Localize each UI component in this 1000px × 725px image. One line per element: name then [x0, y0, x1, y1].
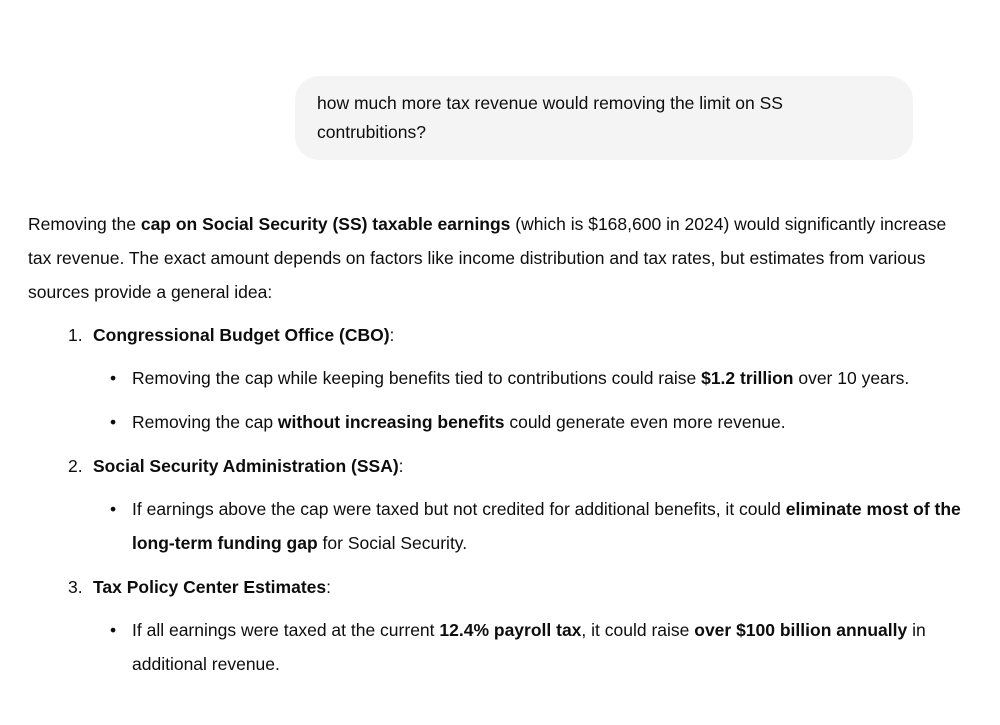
numbered-list — [28, 318, 972, 681]
list-item-label — [93, 570, 331, 604]
bullet-icon: • — [110, 620, 117, 640]
bullet-item — [28, 613, 972, 681]
bold-text-segment: over $100 billion annually — [694, 620, 908, 640]
list-item-bullets — [28, 613, 972, 681]
bold-text-segment: eliminate most of the long-term funding gap — [132, 499, 961, 553]
list-item-bullets — [28, 492, 972, 560]
list-item — [28, 449, 972, 560]
text-segment: (which is $168,600 in 2024) would significantly increase tax revenue. The exact amount depends on factors like income distribution and tax rates, but estimates from various sources provide a general idea: — [28, 214, 947, 302]
list-item-label-row — [28, 318, 972, 352]
text-segment: If earnings above the cap were taxed but not credited for additional benefits, it could — [132, 499, 786, 519]
bullet-icon: • — [110, 499, 117, 519]
bold-text-segment: 12.4% payroll tax — [439, 620, 582, 640]
text-segment: , it could raise — [581, 620, 695, 640]
text-segment: in additional revenue. — [132, 620, 926, 674]
text-segment: : — [389, 325, 395, 345]
bullet-icon: • — [110, 412, 117, 432]
text-segment: could generate even more revenue. — [504, 412, 786, 432]
bullet-text — [132, 405, 972, 439]
list-item-label — [93, 449, 404, 483]
bullet-item — [28, 361, 972, 395]
bullet-text — [132, 361, 972, 395]
list-item-label-row — [28, 570, 972, 604]
assistant-intro-paragraph — [28, 207, 972, 309]
list-item-number: 3. — [68, 577, 83, 597]
user-message-text: how much more tax revenue would removing the limit on SS contrubitions? — [317, 93, 783, 142]
bullet-text — [132, 613, 972, 681]
list-item — [28, 318, 972, 439]
list-item-number: 2. — [68, 456, 83, 476]
text-segment: Removing the cap while keeping benefits tied to contributions could raise — [132, 368, 702, 388]
user-message-bubble — [295, 76, 913, 160]
text-segment: over 10 years. — [793, 368, 910, 388]
list-item-number: 1. — [68, 325, 83, 345]
bullet-text — [132, 492, 972, 560]
bold-text-segment: cap on Social Security (SS) taxable earnings — [140, 214, 511, 234]
bold-text-segment: Congressional Budget Office (CBO) — [93, 325, 390, 345]
text-segment: for Social Security. — [317, 533, 468, 553]
bullet-icon: • — [110, 368, 117, 388]
list-item-label-row — [28, 449, 972, 483]
text-segment: If all earnings were taxed at the current — [132, 620, 440, 640]
bold-text-segment: without increasing benefits — [277, 412, 505, 432]
list-item-bullets — [28, 361, 972, 439]
bold-text-segment: Tax Policy Center Estimates — [93, 577, 327, 597]
bold-text-segment: $1.2 trillion — [701, 368, 794, 388]
user-message-row — [0, 0, 1000, 160]
bullet-item — [28, 405, 972, 439]
text-segment: Removing the cap — [132, 412, 278, 432]
text-segment: Removing the — [28, 214, 141, 234]
text-segment: : — [326, 577, 331, 597]
bullet-item — [28, 492, 972, 560]
bold-text-segment: Social Security Administration (SSA) — [93, 456, 399, 476]
text-segment: : — [398, 456, 404, 476]
assistant-response — [28, 207, 972, 681]
list-item — [28, 570, 972, 681]
list-item-label — [93, 318, 394, 352]
